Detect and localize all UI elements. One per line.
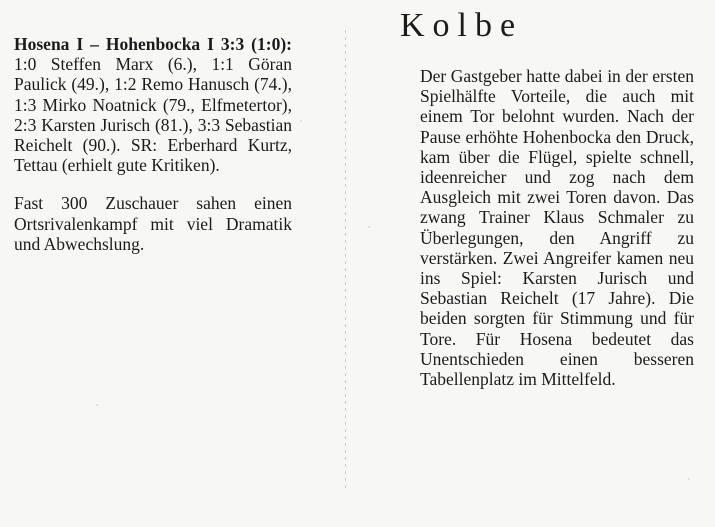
paper-speck <box>96 404 98 406</box>
author-byline: Kolbe <box>400 7 524 44</box>
commentary-column <box>398 0 694 493</box>
paper-speck <box>368 226 370 228</box>
match-report-column <box>14 34 292 527</box>
spectators-paragraph: Fast 300 Zuschauer sahen einen Ortsrivalenkampf mit viel Dramatik und Abwechslung. <box>14 193 292 254</box>
column-divider <box>345 30 346 490</box>
paper-speck <box>688 478 690 480</box>
match-result-lead: Hosena I – Hohenbocka I 3:3 (1:0): <box>14 34 292 54</box>
commentary-body: Der Gastgeber hatte dabei in der ersten Spielhälfte Vorteile, die auch mit einem Tor belohnt wurden. Nach der Pause erhöhte Hohenbocka den Druck, kam über die Flügel, spielte schnell, ideenreicher und zog nach dem Ausgleich mit zwei Toren davon. Das zwang Trainer Klaus Schmaler zu Überlegungen, den Angriff zu verstärken. Zwei Angreifer kamen neu ins Spiel: Karsten Jurisch und Sebastian Reichelt (17 Jahre). Die beiden sorgten für Stimmung und für Tore. Für Hosena bedeutet das Unentschieden einen besseren Tabellenplatz im Mittelfeld. <box>420 66 694 390</box>
paper-speck <box>300 120 302 122</box>
match-details: 1:0 Steffen Marx (6.), 1:1 Göran Paulick (49.), 1:2 Remo Hanusch (74.), 1:3 Mirko Noatnick (79., Elfmetertor), 2:3 Karsten Jurisch (81.), 3:3 Sebastian Reichelt (90.). SR: Erberhard Kurtz, Tettau (erhielt gute Kritiken). <box>14 54 292 176</box>
match-report-paragraph <box>14 34 292 175</box>
